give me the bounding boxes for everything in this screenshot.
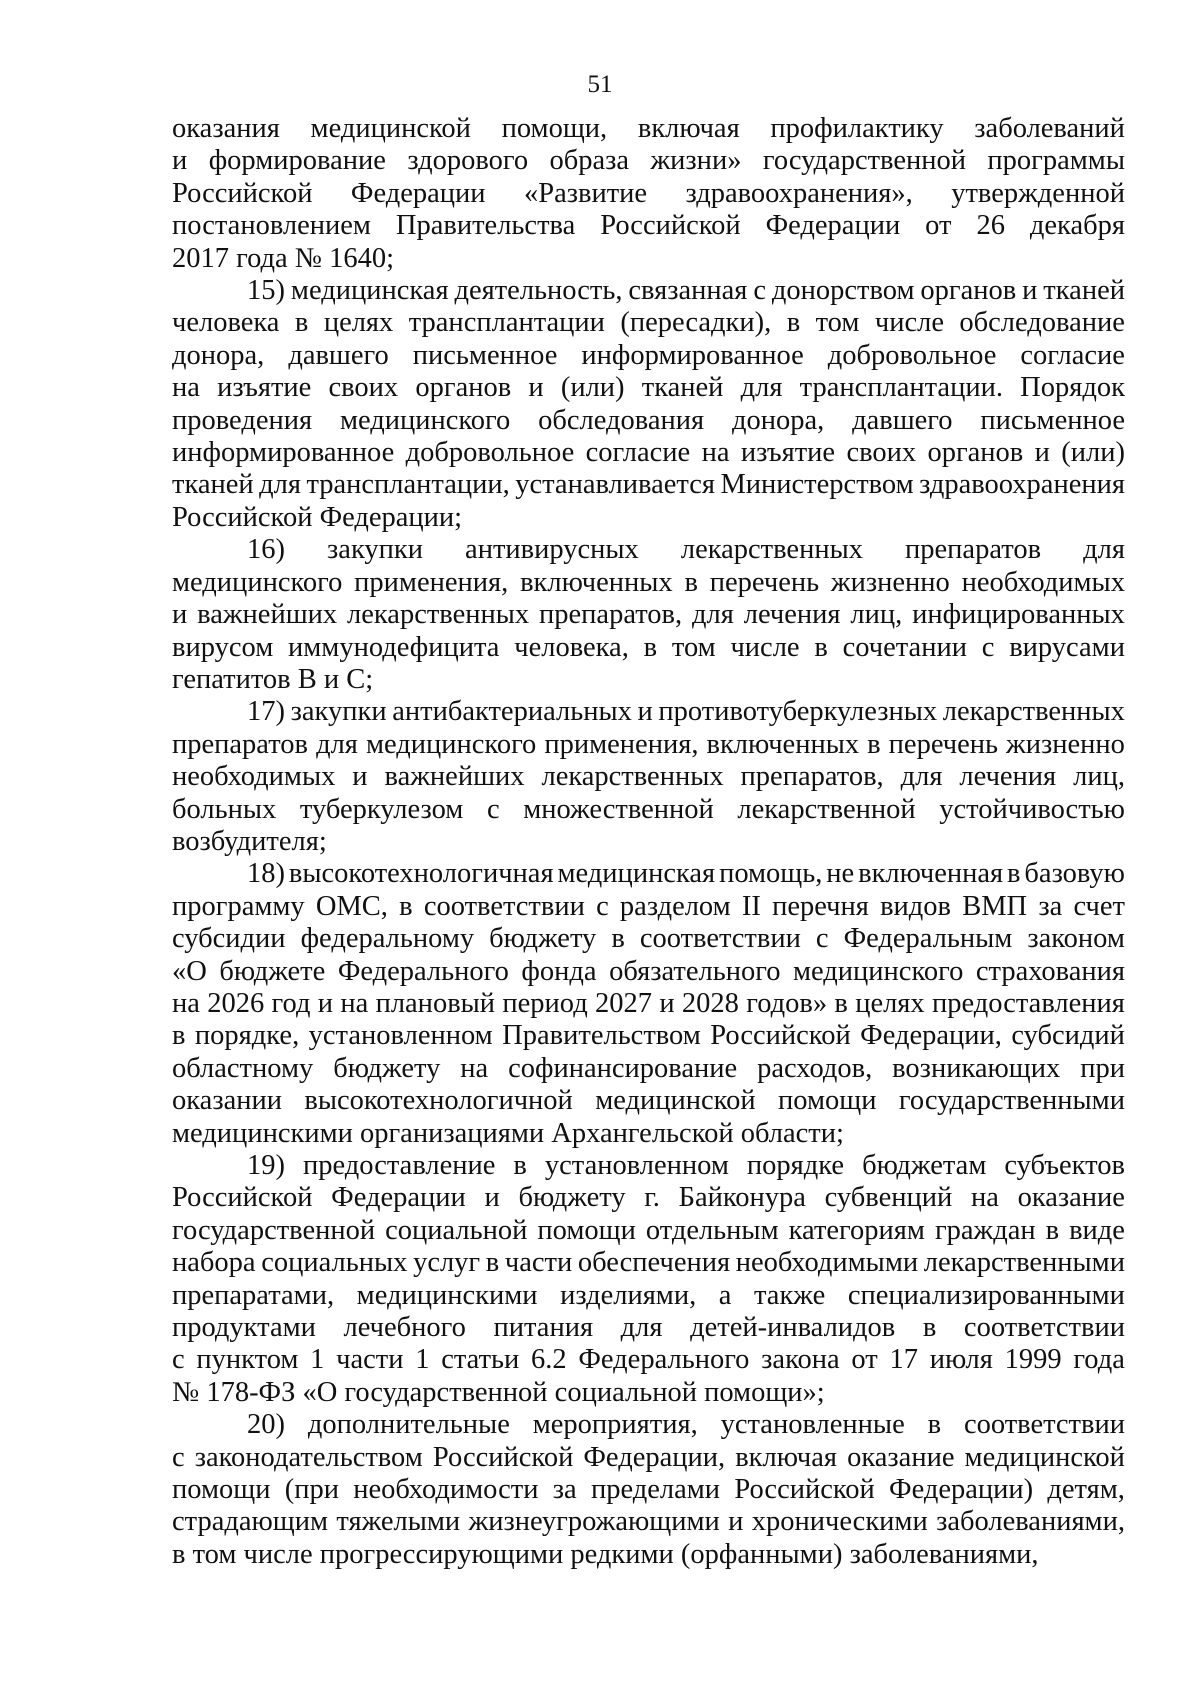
text-line: № 178-ФЗ «О государственной социальной помощи»; [172, 1376, 825, 1408]
text-line: медицинского применения, включенных в перечень жизненно необходимых [172, 566, 1125, 598]
text-line: и важнейших лекарственных препаратов, для лечения лиц, инфицированных [172, 599, 1125, 631]
paragraph [172, 696, 1125, 858]
text-line: субсидии федеральному бюджету в соответствии с Федеральным законом [172, 923, 1125, 955]
text-line: препаратами, медицинскими изделиями, а также специализированными [172, 1279, 1125, 1311]
text-line: 15) медицинская деятельность, связанная с донорством органов и тканей [247, 275, 1125, 307]
text-line: донора, давшего письменное информированное добровольное согласие [172, 339, 1125, 371]
text-line: с пунктом 1 части 1 статьи 6.2 Федерального закона от 17 июля 1999 года [172, 1344, 1125, 1376]
paragraph [172, 858, 1125, 1150]
text-line: вирусом иммунодефицита человека, в том числе в сочетании с вирусами [172, 631, 1125, 663]
text-line: тканей для трансплантации, устанавливается Министерством здравоохранения [172, 469, 1125, 501]
body-text [172, 113, 1125, 1571]
text-line: возбудителя; [172, 825, 327, 857]
text-line: 17) закупки антибактериальных и противотуберкулезных лекарственных [247, 696, 1125, 728]
text-line: и формирование здорового образа жизни» государственной программы [172, 145, 1125, 177]
text-line: проведения медицинского обследования донора, давшего письменное [172, 404, 1125, 436]
text-line: Российской Федерации; [172, 501, 463, 533]
text-line: продуктами лечебного питания для детей-инвалидов в соответствии [172, 1312, 1125, 1344]
text-line: препаратов для медицинского применения, включенных в перечень жизненно [172, 728, 1125, 760]
text-line: 16) закупки антивирусных лекарственных препаратов для [247, 534, 1125, 566]
text-line: 18) высокотехнологичная медицинская помощь, не включенная в базовую [247, 858, 1125, 890]
paragraph [172, 1409, 1125, 1571]
text-line: в порядке, установленном Правительством Российской Федерации, субсидий [172, 1020, 1125, 1052]
text-line: набора социальных услуг в части обеспечения необходимыми лекарственными [172, 1247, 1125, 1279]
paragraph [172, 1150, 1125, 1409]
text-line: 20) дополнительные мероприятия, установленные в соответствии [247, 1409, 1125, 1441]
paragraph [172, 113, 1125, 275]
text-line: «О бюджете Федерального фонда обязательного медицинского страхования [172, 955, 1125, 987]
text-line: на 2026 год и на плановый период 2027 и 2028 годов» в целях предоставления [172, 987, 1125, 1019]
text-line: страдающим тяжелыми жизнеугрожающими и хроническими заболеваниями, [172, 1506, 1125, 1538]
text-line: оказании высокотехнологичной медицинской помощи государственными [172, 1085, 1125, 1117]
text-line: человека в целях трансплантации (пересадки), в том числе обследование [172, 307, 1125, 339]
text-line: медицинскими организациями Архангельской области; [172, 1117, 844, 1149]
text-line: в том числе прогрессирующими редкими (орфанными) заболеваниями, [172, 1538, 1039, 1570]
text-line: с законодательством Российской Федерации, включая оказание медицинской [172, 1441, 1125, 1473]
page-number: 51 [587, 71, 613, 98]
text-line: информированное добровольное согласие на изъятие своих органов и (или) [172, 437, 1125, 469]
text-line: оказания медицинской помощи, включая профилактику заболеваний [172, 113, 1125, 144]
text-line: помощи (при необходимости за пределами Российской Федерации) детям, [172, 1474, 1125, 1506]
paragraph [172, 275, 1125, 534]
text-line: Российской Федерации и бюджету г. Байконура субвенций на оказание [172, 1182, 1125, 1214]
text-line: 19) предоставление в установленном порядке бюджетам субъектов [247, 1150, 1125, 1181]
text-line: программу ОМС, в соответствии с разделом II перечня видов ВМП за счет [172, 890, 1125, 922]
text-line: областному бюджету на софинансирование расходов, возникающих при [172, 1052, 1125, 1084]
text-line: государственной социальной помощи отдельным категориям граждан в виде [172, 1214, 1125, 1246]
text-line: Российской Федерации «Развитие здравоохранения», утвержденной [172, 177, 1125, 209]
text-line: на изъятие своих органов и (или) тканей для трансплантации. Порядок [172, 372, 1125, 404]
text-line: необходимых и важнейших лекарственных препаратов, для лечения лиц, [172, 761, 1125, 793]
text-line: 2017 года № 1640; [172, 242, 395, 274]
text-line: гепатитов B и C; [172, 663, 374, 695]
text-line: больных туберкулезом с множественной лекарственной устойчивостью [172, 793, 1125, 825]
text-line: постановлением Правительства Российской Федерации от 26 декабря [172, 210, 1125, 242]
paragraph [172, 534, 1125, 696]
